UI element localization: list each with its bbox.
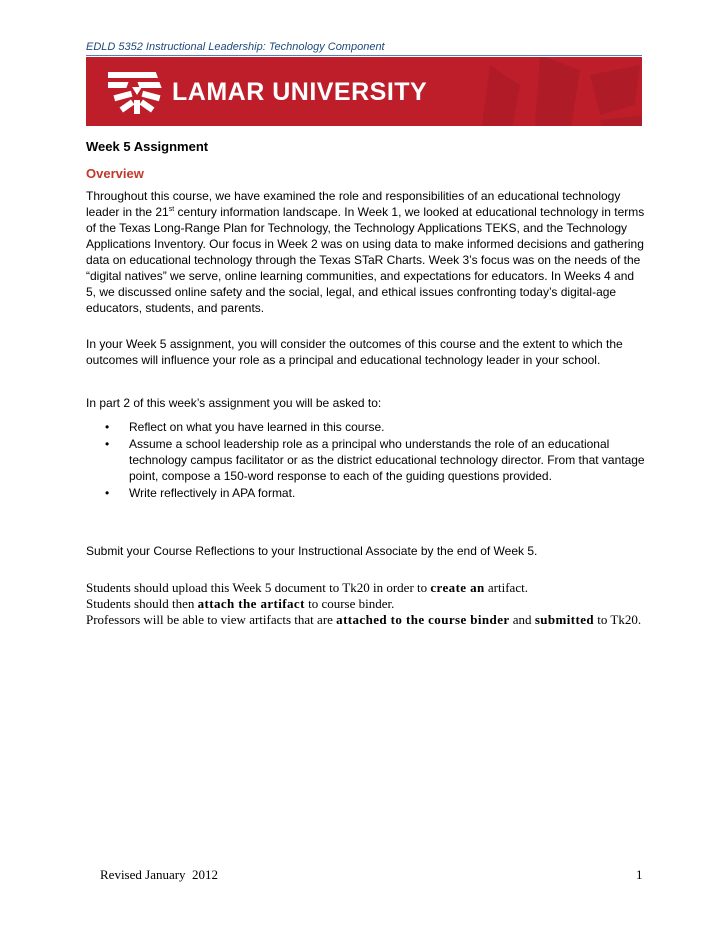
list-item: • Reflect on what you have learned in this course. (105, 420, 385, 434)
university-banner (86, 57, 642, 126)
page-number: 1 (636, 867, 643, 882)
bullet-icon: • (105, 486, 110, 500)
tk20-line-2: Students should then attach the artifact to course binder. (86, 596, 395, 611)
university-name: LAMAR UNIVERSITY (172, 78, 428, 106)
overview-paragraph-1: Throughout this course, we have examined the role and responsibilities of an educational technology leader in the 21st century information landscape. In Week 1, we looked at educational technology in terms of the Texas Long-Range Plan for Technology, the Technology Applications TEKS, and the Technology Applications Inventory. Our focus in Week 2 was on using data to make informed decisions and gathering data on educational technology through the Texas STaR Charts. Week 3’s focus was on the needs of the “digital natives” we serve, online learning communities, and expectations for educators. In Weeks 4 and 5, we discussed online safety and the social, legal, and ethical issues confronting today’s digital-age educators, students, and parents. (86, 189, 645, 315)
list-item: • Write reflectively in APA format. (105, 486, 296, 500)
assignment-task-list (86, 419, 646, 502)
bullet-icon: • (105, 420, 110, 434)
tk20-instructions (86, 580, 648, 628)
tk20-line-3: Professors will be able to view artifacts that are attached to the course binder and submitted to Tk20. (86, 612, 642, 627)
banner-watermark-icon (450, 57, 642, 126)
list-item: • Assume a school leadership role as a principal who understands the role of an educational technology campus facilitator or as the district educational technology director. From that vantage point, compose a 150-word response to each of the guiding questions provided. (105, 437, 645, 483)
overview-paragraph-2: In your Week 5 assignment, you will consider the outcomes of this course and the extent to which the outcomes will influence your role as a principal and educational technology leader in your school. (86, 337, 623, 367)
bullet-icon: • (105, 437, 110, 451)
course-header: EDLD 5352 Instructional Leadership: Technology Component (86, 41, 385, 53)
overview-heading: Overview (86, 166, 144, 181)
lamar-star-logo-icon (108, 67, 166, 117)
overview-paragraph-3: In part 2 of this week’s assignment you will be asked to: (86, 396, 382, 410)
tk20-line-1: Students should upload this Week 5 document to Tk20 in order to create an artifact. (86, 580, 528, 595)
submit-instruction: Submit your Course Reflections to your Instructional Associate by the end of Week 5. (86, 544, 538, 558)
revision-date: Revised January 2012 (100, 867, 219, 882)
assignment-title: Week 5 Assignment (86, 139, 209, 154)
header-divider (86, 55, 642, 56)
